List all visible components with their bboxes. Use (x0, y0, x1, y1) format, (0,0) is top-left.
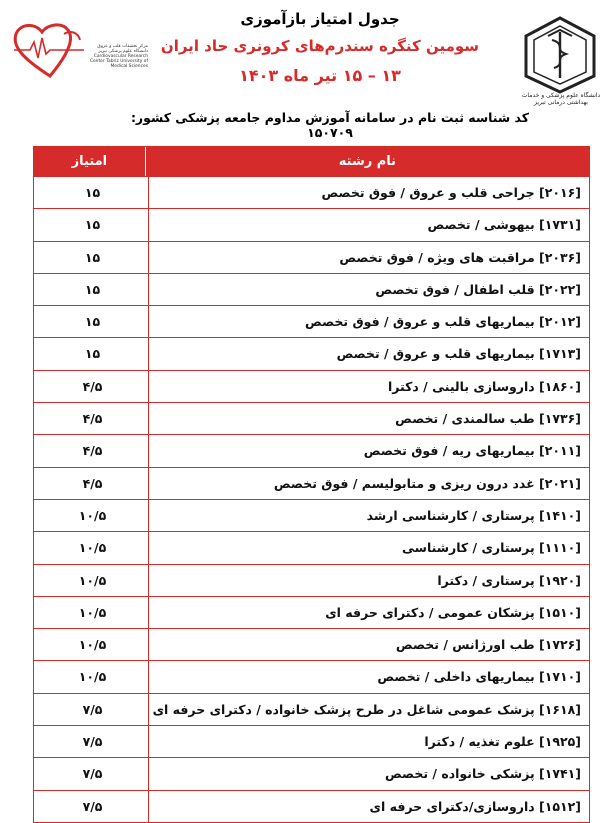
table-row (34, 337, 589, 369)
field-name-cell: [۲۰۲۲] قلب اطفال / فوق تخصص (375, 281, 581, 297)
score-cell: ۱۰/۵ (37, 597, 149, 628)
table-row (34, 176, 589, 208)
field-name-cell: [۱۵۱۲] داروسازی/دکترای حرفه ای (369, 798, 581, 814)
table-row (34, 531, 589, 563)
table-body (34, 176, 589, 822)
header-score: امتیاز (34, 147, 146, 176)
field-name-cell: [۱۸۶۰] داروسازی بالینی / دکترا (387, 378, 581, 394)
score-cell: ۱۰/۵ (37, 532, 149, 563)
right-logo-caption: دانشگاه علوم پزشکی و خدمات بهداشتی درمانی تبریز (521, 92, 601, 106)
field-name-cell: [۱۷۳۶] طب سالمندی / تخصص (395, 411, 581, 427)
field-name-cell: [۱۹۲۰] پرستاری / دکترا (437, 572, 581, 588)
field-name-cell: [۱۷۱۰] بیماریهای داخلی / تخصص (377, 669, 581, 685)
score-cell: ۴/۵ (37, 468, 149, 499)
table-row (34, 790, 589, 822)
score-cell: ۱۰/۵ (37, 661, 149, 692)
field-name-cell: [۱۵۱۰] پزشکان عمومی / دکترای حرفه ای (325, 604, 581, 620)
score-cell: ۱۵ (37, 274, 149, 305)
table-row (34, 208, 589, 240)
score-cell: ۴/۵ (37, 435, 149, 466)
score-cell: ۱۵ (37, 209, 149, 240)
registration-code-line: کد شناسه ثبت نام در سامانه آموزش مداوم جامعه پزشکی کشور: ۱۵۰۷۰۹ (130, 110, 530, 140)
score-cell: ۱۵ (37, 306, 149, 337)
page-title: جدول امتیاز بازآموزی (240, 10, 400, 28)
table-row (34, 241, 589, 273)
table-row (34, 564, 589, 596)
field-name-cell: [۱۷۲۶] طب اورژانس / تخصص (395, 637, 581, 653)
score-cell: ۷/۵ (37, 791, 149, 822)
congress-dates: ۱۳ – ۱۵ تیر ماه ۱۴۰۳ (239, 66, 401, 85)
field-name-cell: [۱۶۱۸] پزشک عمومی شاغل در طرح پزشک خانواده / دکترای حرفه ای (152, 701, 581, 717)
field-name-cell: [۲۰۱۱] بیماریهای ریه / فوق تخصص (363, 443, 581, 459)
field-name-cell: [۱۷۳۱] بیهوشی / تخصص (427, 217, 581, 233)
field-name-cell: [۱۹۲۵] علوم تغذیه / دکترا (424, 734, 581, 750)
field-name-cell: [۱۴۱۰] پرستاری / کارشناسی ارشد (366, 507, 581, 523)
table-row (34, 757, 589, 789)
score-cell: ۷/۵ (37, 694, 149, 725)
table-header (34, 147, 589, 176)
congress-title: سومین کنگره سندرم‌های کرونری حاد ایران (160, 37, 480, 55)
table-row (34, 370, 589, 402)
left-logo-caption: مرکز تحقیقات قلب و عروق دانشگاه علوم پزشکی تبریز Cardiovascular Research Center Tabriz University of Medical Sciences (89, 44, 148, 69)
table-row (34, 467, 589, 499)
field-name-cell: [۱۷۱۳] بیماریهای قلب و عروق / تخصص (336, 346, 581, 362)
university-emblem-icon (520, 14, 600, 94)
table-row (34, 305, 589, 337)
field-name-cell: [۲۰۲۱] غدد درون ریزی و متابولیسم / فوق تخصص (273, 475, 581, 491)
score-cell: ۴/۵ (37, 403, 149, 434)
score-cell: ۱۰/۵ (37, 565, 149, 596)
table-row (34, 273, 589, 305)
table-row (34, 660, 589, 692)
table-row (34, 596, 589, 628)
score-cell: ۷/۵ (37, 726, 149, 757)
field-name-cell: [۲۰۱۶] جراحی قلب و عروق / فوق تخصص (321, 185, 581, 200)
field-name-cell: [۲۰۱۲] بیماریهای قلب و عروق / فوق تخصص (305, 314, 581, 330)
table-row (34, 499, 589, 531)
score-cell: ۴/۵ (37, 371, 149, 402)
field-name-cell: [۱۱۱۰] پرستاری / کارشناسی (402, 540, 581, 556)
score-cell: ۷/۵ (37, 758, 149, 789)
document-header (0, 0, 612, 145)
score-cell: ۱۵ (37, 242, 149, 273)
table-row (34, 402, 589, 434)
table-row (34, 628, 589, 660)
table-row (34, 693, 589, 725)
score-cell: ۱۰/۵ (37, 629, 149, 660)
field-name-cell: [۲۰۳۶] مراقبت های ویژه / فوق تخصص (339, 249, 581, 265)
score-cell: ۱۰/۵ (37, 500, 149, 531)
field-name-cell: [۱۷۴۱] پزشکی خانواده / تخصص (385, 766, 581, 782)
table-row (34, 725, 589, 757)
score-cell: ۱۵ (37, 338, 149, 369)
header-field-name: نام رشته (338, 154, 397, 169)
score-table (33, 146, 590, 823)
score-cell: ۱۵ (37, 177, 149, 208)
table-row (34, 434, 589, 466)
